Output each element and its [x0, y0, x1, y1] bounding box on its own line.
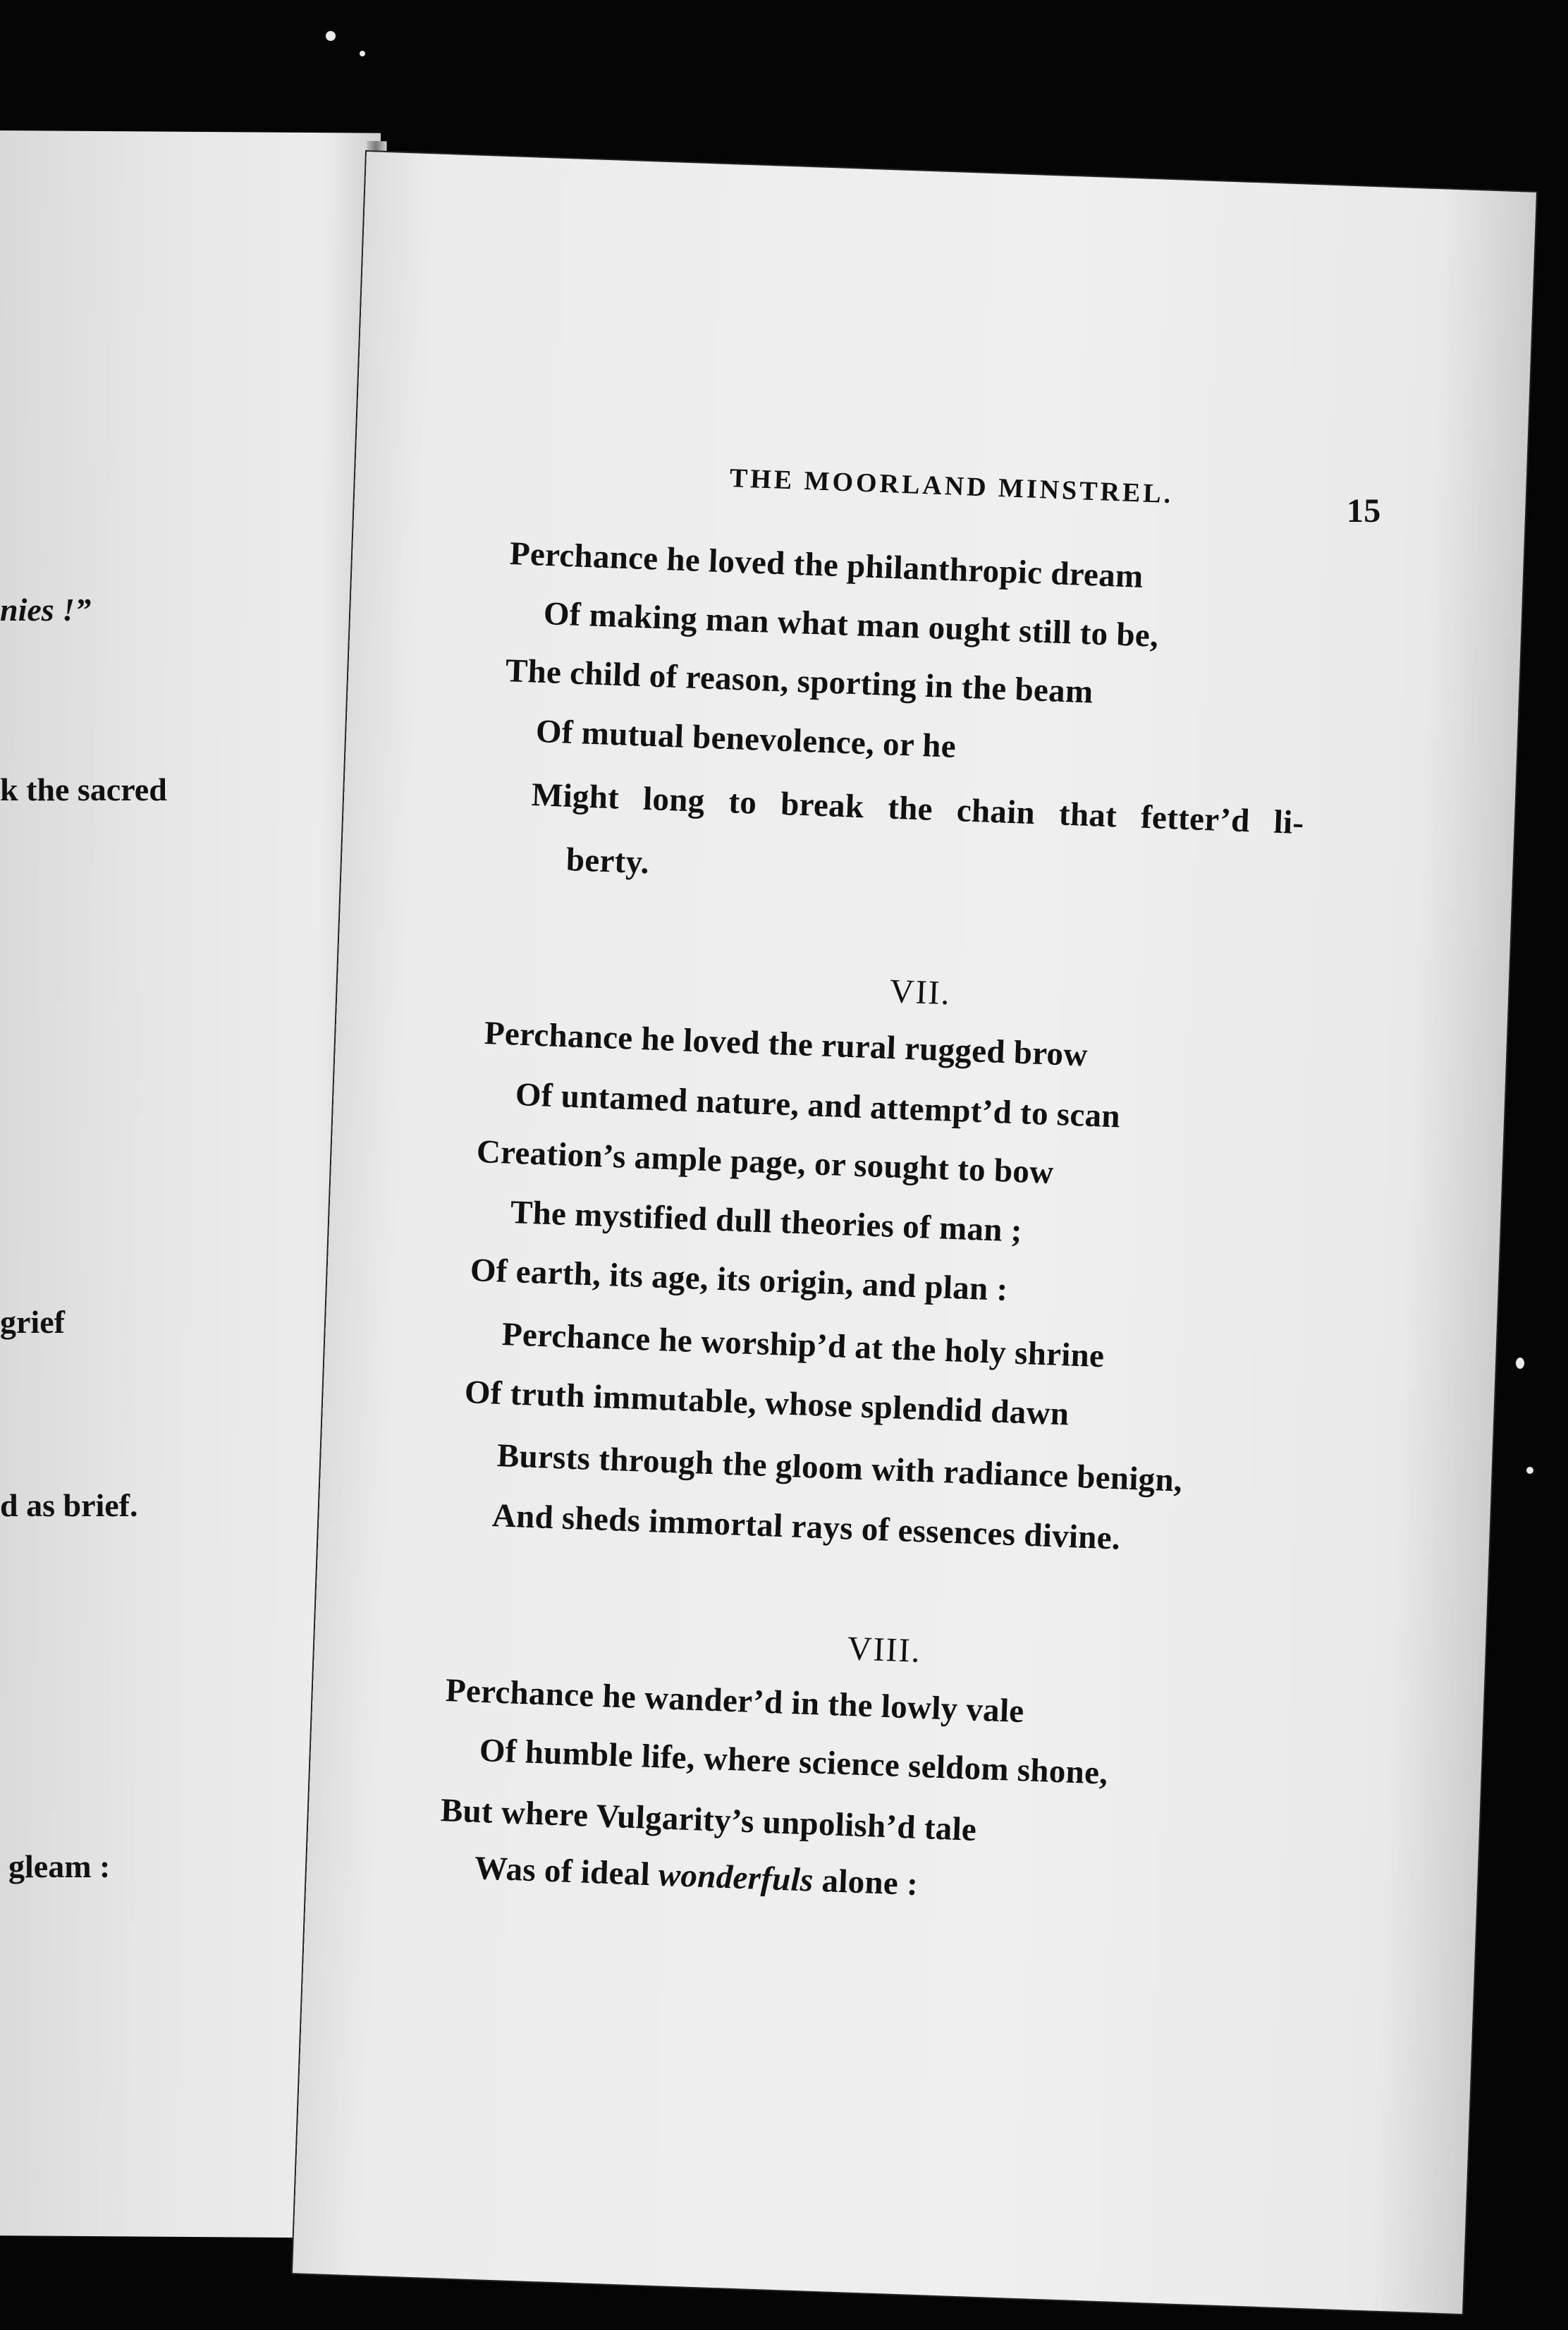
poem-line: Of making man what man ought still to be, [543, 595, 1160, 654]
poem-line: Of earth, its age, its origin, and plan : [470, 1252, 1009, 1308]
running-title: THE MOORLAND MINSTREL. [729, 463, 1174, 510]
poem-line: Perchance he loved the rural rugged brow [484, 1015, 1089, 1074]
scan-speck [1526, 1467, 1533, 1474]
left-fragment-2: k the sacred [0, 771, 167, 807]
poem-line: berty. [565, 841, 650, 882]
stanza-number: VIII. [847, 1630, 922, 1670]
page-number: 15 [1347, 492, 1381, 530]
left-fragment-4: d as brief. [0, 1487, 138, 1523]
left-fragment-3: grief [0, 1304, 65, 1340]
scan-speck [360, 51, 365, 56]
stanza-number: VII. [889, 972, 952, 1013]
poem-line: The child of reason, sporting in the beam [505, 652, 1094, 711]
poem-line: Perchance he loved the philanthropic dream [509, 535, 1144, 595]
poem-line: But where Vulgarity’s unpolish’d tale [440, 1792, 978, 1848]
poem-line: Perchance he wander’d in the lowly vale [445, 1672, 1025, 1731]
poem-line: The mystified dull theories of man ; [510, 1194, 1023, 1250]
scan-speck [1516, 1358, 1524, 1369]
poem-line: Of humble life, where science seldom shone, [479, 1732, 1109, 1792]
italic-word: wonderfuls [657, 1856, 814, 1899]
poem-line: And sheds immortal rays of essences divine. [491, 1497, 1121, 1557]
poem-line: Might long to break the chain that fetter’d li- [531, 776, 1305, 842]
scan-speck [326, 31, 336, 41]
left-fragment-1: nies !” [0, 592, 92, 628]
poem-line: Bursts through the gloom with radiance benign, [496, 1437, 1183, 1499]
poem-line: Of mutual benevolence, or he [535, 713, 957, 765]
poem-line: Perchance he worship’d at the holy shrine [501, 1316, 1105, 1375]
poem-line: Of untamed nature, and attempt’d to scan [515, 1076, 1121, 1135]
line-text-before: Was of ideal [474, 1850, 659, 1893]
poem-line: Of truth immutable, whose splendid dawn [464, 1374, 1070, 1433]
left-fragment-5: gleam : [8, 1848, 111, 1884]
line-text-after: alone : [812, 1862, 919, 1903]
poem-line: Creation’s ample page, or sought to bow [476, 1133, 1055, 1191]
